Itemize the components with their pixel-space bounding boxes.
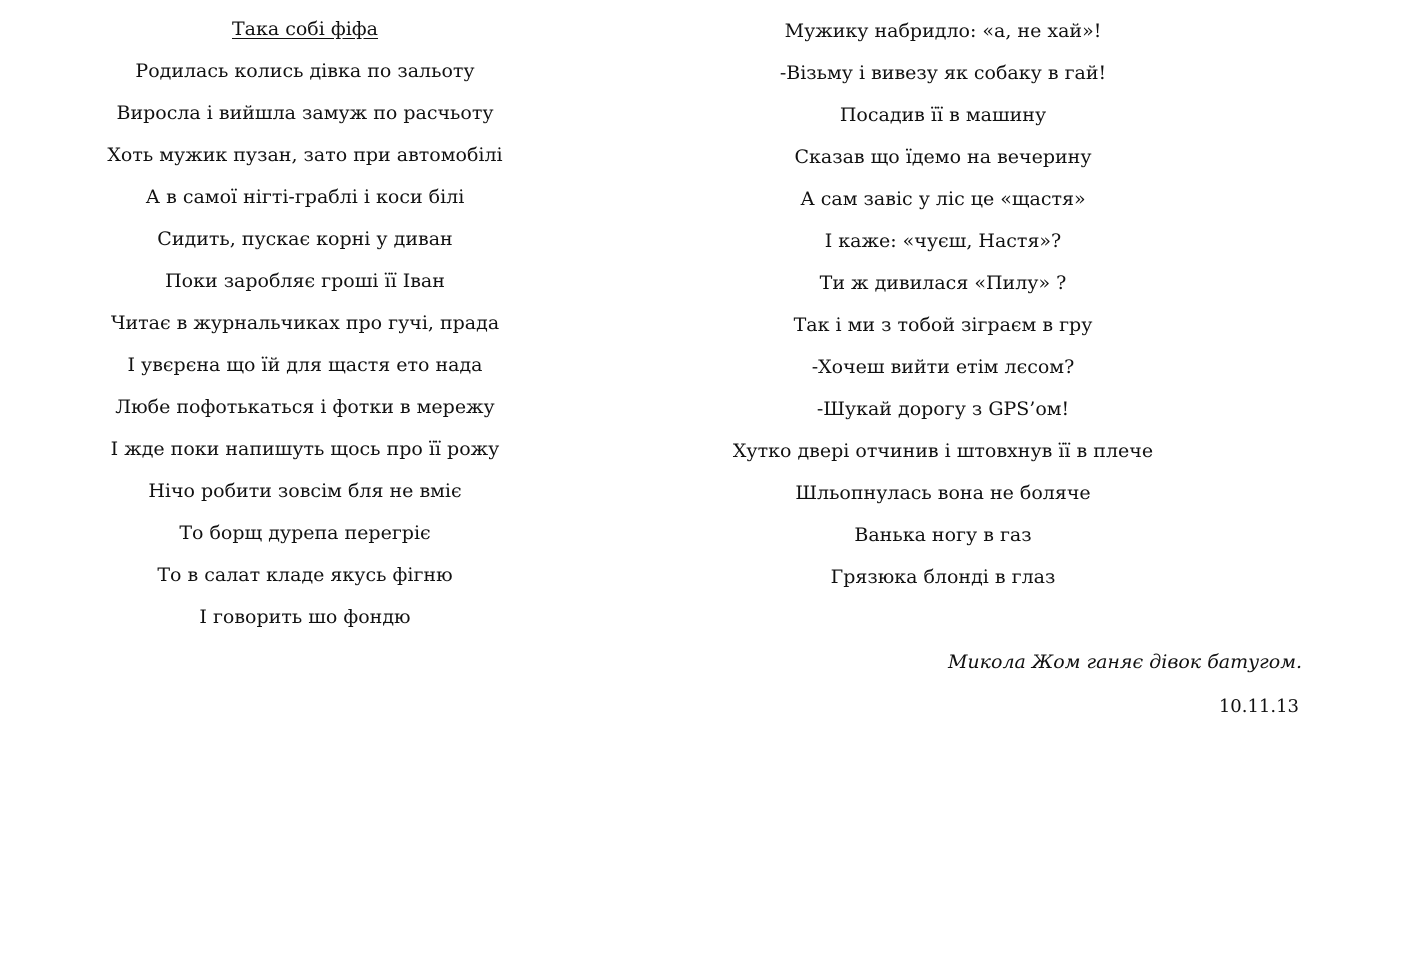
poem-line: Шльопнулась вона не боляче (795, 482, 1091, 504)
poem-line: Нічо робити зовсім бля не вміє (148, 480, 462, 502)
poem-line: То в салат кладе якусь фігню (157, 564, 453, 586)
poem-line: Любе пофотькаться і фотки в мережу (115, 396, 495, 418)
poem-line: Сказав що їдемо на вечерину (794, 146, 1092, 168)
poem-line: Виросла і вийшла замуж по расчьоту (116, 102, 494, 124)
poem-line: -Візьму і вивезу як собаку в гай! (779, 62, 1107, 84)
poem-line: Родилась колись дівка по зальоту (135, 60, 475, 82)
poem-line: І говорить шо фондю (199, 606, 411, 628)
poem-line: -Шукай дорогу з GPS’ом! (816, 398, 1070, 420)
poem-line: То борщ дурепа перегріє (179, 522, 431, 544)
poem-column-right (700, 16, 1186, 604)
poem-line: -Хочеш вийти етім лєсом? (811, 356, 1075, 378)
poem-date: 10.11.13 (1218, 696, 1299, 717)
poem-line: І каже: «чуєш, Настя»? (824, 230, 1062, 252)
author-signature: Микола Жом ганяє дівок батугом. (947, 651, 1302, 673)
poem-title: Така собі фіфа (231, 18, 379, 40)
poem-line: Посадив її в машину (839, 104, 1047, 126)
poem-line: І увєрєна що їй для щастя ето нада (127, 354, 483, 376)
poem-column-left (105, 14, 505, 644)
poem-line: Хутко двері отчинив і штовхнув її в плече (732, 440, 1154, 462)
poem-line: А в самої нігті-граблі і коси білі (145, 186, 465, 208)
poem-line: Хоть мужик пузан, зато при автомобілі (107, 144, 503, 166)
poem-line: Мужику набридло: «а, не хай»! (784, 20, 1102, 42)
poem-line: А сам завіс у ліс це «щастя» (800, 188, 1086, 210)
poem-line: Читає в журнальчиках про гучі, прада (110, 312, 500, 334)
poem-line: Поки заробляє гроші її Іван (165, 270, 445, 292)
poem-line: Ванька ногу в газ (854, 524, 1032, 546)
poem-line: Ти ж дивилася «Пилу» ? (819, 272, 1067, 294)
poem-line: Грязюка блонді в глаз (830, 566, 1056, 588)
poem-line: Так і ми з тобой зіграєм в гру (793, 314, 1093, 336)
poem-line: І жде поки напишуть щось про її рожу (110, 438, 500, 460)
poem-line: Сидить, пускає корні у диван (157, 228, 453, 250)
